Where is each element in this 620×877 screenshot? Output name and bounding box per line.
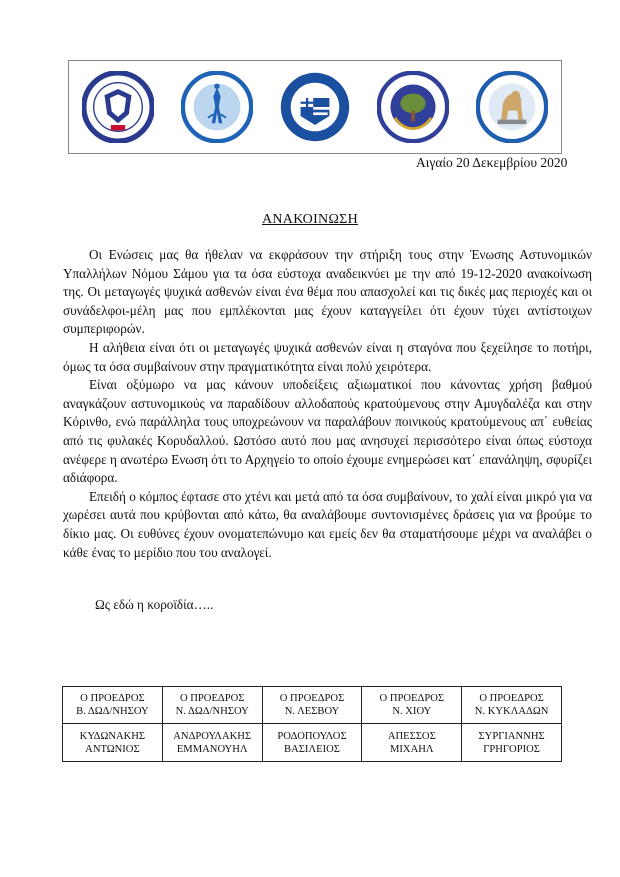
- signature-cell: Ο ΠΡΟΕΔΡΟΣ Ν. ΚΥΚΛΑΔΩΝ: [462, 687, 562, 724]
- signatory-name: ΚΥΔΩΝΑΚΗΣ ΑΝΤΩΝΙΟΣ: [63, 724, 163, 762]
- signature-cell: Ο ΠΡΟΕΔΡΟΣ Ν. ΧΙΟΥ: [362, 687, 462, 724]
- signature-titles-row: [63, 687, 562, 724]
- signatures-table: [62, 686, 562, 762]
- signatory-name: ΑΝΔΡΟΥΛΑΚΗΣ ΕΜΜΑΝΟΥΗΛ: [162, 724, 262, 762]
- samos-police-union-logo: [82, 71, 154, 143]
- paragraph: Επειδή ο κόμπος έφτασε στο χτένι και μετά από τα όσα συμβαίνουν, το χαλί είναι μικρό για να χωρέσει αυτά που κρύβονται από κάτω, θα αναλάβουμε συντονισμένες δράσεις για να βρούμε το δίκιο μας. Οι ευθύνες έχουν ονοματεπώνυμο και εμείς δεν θα σταματήσουμε μέχρι να αναλάβει ο κάθε ένας το μερίδιο που του αναλογεί.: [63, 488, 592, 560]
- logo-strip: [68, 60, 562, 154]
- signatory-name: ΡΟΔΟΠΟΥΛΟΣ ΒΑΣΙΛΕΙΟΣ: [262, 724, 362, 762]
- chios-police-union-logo: [377, 71, 449, 143]
- signatory-name: ΑΠΕΣΣΟΣ ΜΙΧΑΗΛ: [362, 724, 462, 762]
- signature-names-row: [63, 724, 562, 762]
- paragraph: Οι Ενώσεις μας θα ήθελαν να εκφράσουν την στήριξη τους στην Ένωσης Αστυνομικών Υπαλλήλων Νόμου Σάμου για τα όσα εύστοχα αναδεικνύει με την από 19-12-2020 ανακοίνωση της. Οι μεταγωγές ψυχικά ασθενών είναι ένα θέμα που απασχολεί και τις δικές μας περιοχές και οι συνάδελφοι-μέλη μας που εμπλέκονται μας έχουν καταγγείλει ότι έχουν τύχει αντίστοιχων συμπεριφορών.: [63, 247, 592, 337]
- paragraph: Η αλήθεια είναι ότι οι μεταγωγές ψυχικά ασθενών είναι η σταγόνα που ξεχείλησε το ποτήρι, όμως τα όσα συμβαίνουν στην πραγματικότητα είναι πολύ χειρότερα.: [63, 339, 592, 374]
- cyclades-police-union-logo: [476, 71, 548, 143]
- document-title: ΑΝΑΚΟΙΝΩΣΗ: [261, 212, 359, 227]
- signature-cell: Ο ΠΡΟΕΔΡΟΣ Ν. ΛΕΣΒΟΥ: [262, 687, 362, 724]
- closing-line: Ως εδώ η κοροϊδία…..: [95, 597, 214, 612]
- document-date: Αιγαίο 20 Δεκεμβρίου 2020: [416, 155, 568, 170]
- dodecanese-south-police-union-logo: [181, 71, 253, 143]
- signature-cell: Ο ΠΡΟΕΔΡΟΣ Β. ΔΩΔ/ΝΗΣΟΥ: [63, 687, 163, 724]
- paragraph: Είναι οξύμωρο να μας κάνουν υποδείξεις αξιωματικοί που κάνοντας χρήση βαθμού αναγκάζουν αστυνομικούς να παραδίδουν αλλοδαπούς κρατούμενους στην Αμυγδαλέζα και στην Κόρινθο, ενώ παράλληλα τους υποχρεώνουν να παραλάβουν ποινικούς κρατούμενους απ΄ ευθείας από τις φυλακές Κορυδαλλού. Ωστόσο αυτό που μας ανησυχεί περισσότερο είναι όπως εύστοχα ανέφερε η ανωτέρω Ενωση ότι το Αρχηγείο το οποίο έχουμε ενημερώσει κατ΄ επανάληψη, σφυρίζει αδιάφορα.: [63, 377, 592, 486]
- announcement-body: [63, 246, 592, 562]
- lesvos-police-union-logo: [279, 71, 351, 143]
- signature-cell: Ο ΠΡΟΕΔΡΟΣ Ν. ΔΩΔ/ΝΗΣΟΥ: [162, 687, 262, 724]
- signatory-name: ΣΥΡΓΙΑΝΝΗΣ ΓΡΗΓΟΡΙΟΣ: [462, 724, 562, 762]
